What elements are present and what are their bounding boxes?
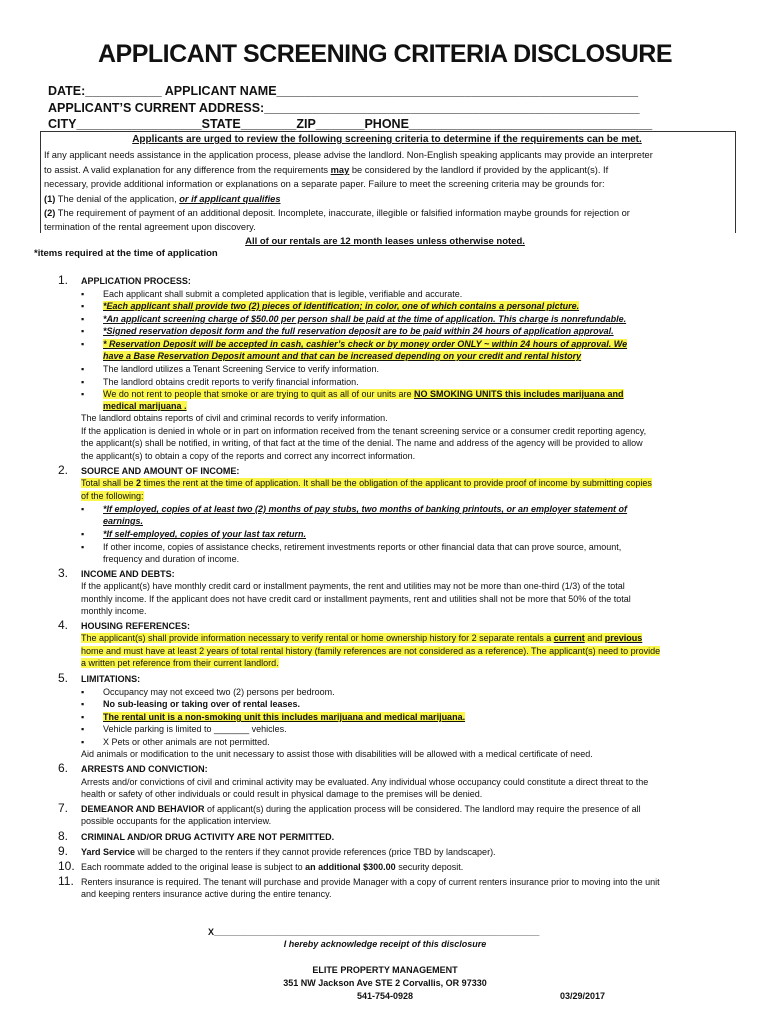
section-title: INCOME AND DEBTS: bbox=[81, 569, 175, 579]
paragraph-line: Aid animals or modification to the unit necessary to assist those with disabilities will be allowed with a medical certificate of need. bbox=[81, 749, 593, 759]
bullet-icon: ▪ bbox=[81, 529, 85, 539]
text: NO SMOKING UNITS this includes marijuana and bbox=[414, 389, 624, 399]
text: have a Base Reservation Deposit amount and that can be increased depending on your credit and rental history bbox=[103, 351, 582, 361]
paragraph-line bbox=[81, 645, 660, 658]
section-number: 4. bbox=[58, 618, 69, 632]
paragraph-line: The landlord obtains reports of civil and criminal records to verify information. bbox=[81, 413, 388, 423]
bullet-icon: ▪ bbox=[81, 542, 85, 552]
text: The requirement of payment of an additional deposit. Incomplete, inaccurate, illegible or falsified information maybe grounds for rejection or bbox=[55, 208, 630, 218]
notice-paragraph-line bbox=[44, 163, 608, 178]
company-phone: 541-754-0928 bbox=[356, 991, 414, 1001]
paragraph-line: monthly income. bbox=[81, 606, 147, 616]
section-title: LIMITATIONS: bbox=[81, 674, 141, 684]
city-state-zip-phone-line[interactable]: CITY__________________STATE________ZIP_______PHONE___________________________________ bbox=[48, 117, 653, 131]
list-item bbox=[81, 503, 627, 516]
text: Each applicant shall submit a completed application that is legible, verifiable and accurate. bbox=[103, 289, 463, 299]
list-item-cont bbox=[103, 350, 581, 363]
text: Occupancy may not exceed two (2) persons per bedroom. bbox=[103, 687, 335, 697]
list-item-cont bbox=[103, 515, 143, 528]
bullet-icon: ▪ bbox=[81, 314, 85, 324]
text: current bbox=[553, 633, 585, 643]
paragraph-line bbox=[81, 477, 652, 490]
text: a written pet reference from their current landlord. bbox=[81, 658, 279, 668]
text: to assist. A valid explanation for any difference from the requirements bbox=[44, 165, 331, 175]
text: home and must have at least 2 years of total rental history (family references are not considered as a reference). The applicant(s) need to provide bbox=[81, 646, 661, 656]
page-title: APPLICANT SCREENING CRITERIA DISCLOSURE bbox=[97, 40, 673, 68]
text: Total shall be bbox=[81, 478, 137, 488]
document-date: 03/29/2017 bbox=[560, 991, 606, 1001]
required-note: *items required at the time of application bbox=[34, 248, 218, 259]
text: will be charged to the renters if they cannot provide references (price TBD by landscaper). bbox=[135, 847, 496, 857]
section-number: 5. bbox=[58, 671, 69, 685]
list-item bbox=[81, 698, 300, 711]
acknowledgement-text: I hereby acknowledge receipt of this disclosure bbox=[283, 939, 487, 949]
paragraph-line: health or safety of other individuals or could result in physical damage to the premises will be denied. bbox=[81, 789, 483, 799]
list-item bbox=[81, 376, 359, 389]
paragraph-line: the applicant(s) to obtain a copy of the reports and correct any incorrect information. bbox=[81, 451, 416, 461]
list-item bbox=[81, 686, 335, 699]
text: (1) bbox=[44, 194, 56, 204]
list-item bbox=[81, 300, 579, 313]
list-item bbox=[81, 313, 626, 326]
text: *If self-employed, copies of your last tax return. bbox=[103, 529, 307, 539]
may-emphasis: may bbox=[330, 165, 350, 175]
paragraph-line bbox=[81, 632, 642, 645]
paragraph-line bbox=[81, 490, 144, 503]
bullet-icon: ▪ bbox=[81, 724, 85, 734]
text: times the rent at the time of application. It shall be the obligation of the applicant to provide proof of income by submitting copies bbox=[141, 478, 652, 488]
bullet-icon: ▪ bbox=[81, 364, 85, 374]
grounds-item-1 bbox=[44, 192, 281, 207]
text: or if applicant qualifies bbox=[179, 194, 281, 204]
text: an additional $300.00 bbox=[305, 862, 396, 872]
text: If other income, copies of assistance checks, retirement investments reports or other financial data that can prove source, amount, bbox=[103, 542, 622, 552]
section-number: 10. bbox=[58, 859, 75, 873]
bullet-icon: ▪ bbox=[81, 289, 85, 299]
text: Vehicle parking is limited to _______ vehicles. bbox=[103, 724, 287, 734]
section-title: DEMEANOR AND BEHAVIOR bbox=[81, 804, 205, 814]
bullet-icon: ▪ bbox=[81, 326, 85, 336]
text: be considered by the landlord if provided by the applicant(s). If bbox=[349, 165, 609, 175]
section-title: ARRESTS AND CONVICTION: bbox=[81, 764, 208, 774]
grounds-item-2 bbox=[44, 206, 630, 221]
list-item bbox=[81, 325, 614, 338]
text: X Pets or other animals are not permitted. bbox=[103, 737, 270, 747]
paragraph-line bbox=[81, 657, 279, 670]
list-item bbox=[81, 711, 465, 724]
paragraph-line: possible occupants for the application interview. bbox=[81, 816, 272, 826]
text: No sub-leasing or taking over of rental leases. bbox=[103, 699, 301, 709]
company-address: 351 NW Jackson Ave STE 2 Corvallis, OR 97330 bbox=[283, 978, 487, 988]
list-item-cont: frequency and duration of income. bbox=[103, 554, 240, 564]
list-item bbox=[81, 723, 287, 736]
paragraph-line: and keeping renters insurance active during the entire tenancy. bbox=[81, 889, 332, 899]
text: *An applicant screening charge of $50.00 per person shall be paid at the time of application. This charge is nonrefundable. bbox=[103, 314, 627, 324]
lease-note: All of our rentals are 12 month leases unless otherwise noted. bbox=[245, 236, 525, 247]
text: The denial of the application, bbox=[55, 194, 180, 204]
bullet-icon: ▪ bbox=[81, 687, 85, 697]
paragraph-line bbox=[81, 861, 463, 874]
list-item bbox=[81, 388, 624, 401]
list-item bbox=[81, 736, 270, 749]
paragraph-line bbox=[81, 803, 641, 816]
grounds-item-2-cont: termination of the rental agreement upon discovery. bbox=[44, 222, 256, 232]
section-number: 2. bbox=[58, 463, 69, 477]
text: The landlord obtains credit reports to verify financial information. bbox=[103, 377, 359, 387]
section-number: 11. bbox=[58, 874, 74, 888]
notice-paragraph-line: If any applicant needs assistance in the application process, please advise the landlord. Non-English speaking applicants may provide an interpreter bbox=[44, 150, 653, 160]
date-name-line[interactable]: DATE:___________ APPLICANT NAME____________________________________________________ bbox=[48, 84, 639, 98]
bullet-icon: ▪ bbox=[81, 389, 85, 399]
text: medical marijuana . bbox=[103, 401, 187, 411]
text: earnings. bbox=[103, 516, 144, 526]
text: * Reservation Deposit will be accepted in cash, cashier’s check or by money order ONLY ~ within 24 hours of approval. We bbox=[103, 339, 628, 349]
bullet-icon: ▪ bbox=[81, 699, 85, 709]
section-title: Yard Service bbox=[81, 847, 136, 857]
section-number: 1. bbox=[58, 273, 69, 287]
text: *Each applicant shall provide two (2) pieces of identification; in color, one of which contains a personal picture. bbox=[103, 301, 580, 311]
text: (2) bbox=[44, 208, 56, 218]
list-item bbox=[81, 541, 621, 554]
company-name: ELITE PROPERTY MANAGEMENT bbox=[312, 965, 458, 975]
text: Each roommate added to the original lease is subject to bbox=[81, 862, 306, 872]
section-title: SOURCE AND AMOUNT OF INCOME: bbox=[81, 466, 240, 476]
text: *Signed reservation deposit form and the full reservation deposit are to be paid within 24 hours of application approval. bbox=[103, 326, 614, 336]
bullet-icon: ▪ bbox=[81, 737, 85, 747]
text: The applicant(s) shall provide information necessary to verify rental or home ownership history for 2 separate rentals a bbox=[81, 633, 554, 643]
text: We do not rent to people that smoke or are trying to quit as all of our units are bbox=[103, 389, 415, 399]
bullet-icon: ▪ bbox=[81, 301, 85, 311]
list-item-cont bbox=[103, 400, 187, 413]
section-number: 7. bbox=[58, 801, 69, 815]
text: 2 bbox=[136, 478, 142, 488]
paragraph-line: the applicant(s) shall be notified, in writing, of that fact at the time of the denial. The name and address of the agency will be provided to allow bbox=[81, 438, 643, 448]
text: of applicant(s) during the application process will be considered. The landlord may require the presence of all bbox=[204, 804, 641, 814]
text: The rental unit is a non-smoking unit this includes marijuana and medical marijuana. bbox=[103, 712, 466, 722]
section-number: 3. bbox=[58, 566, 69, 580]
section-number: 8. bbox=[58, 829, 69, 843]
paragraph-line bbox=[81, 846, 496, 859]
paragraph-line: Arrests and/or convictions of civil and criminal activity may be evaluated. Any individual whose occupancy could constitute a direct threat to the bbox=[81, 777, 649, 787]
list-item bbox=[81, 288, 462, 301]
text: and bbox=[584, 633, 605, 643]
bullet-icon: ▪ bbox=[81, 712, 85, 722]
list-item bbox=[81, 528, 306, 541]
text: The landlord utilizes a Tenant Screening Service to verify information. bbox=[103, 364, 379, 374]
text: security deposit. bbox=[395, 862, 464, 872]
paragraph-line: If the application is denied in whole or in part on information received from the tenant screening service or a consumer credit reporting agency, bbox=[81, 426, 647, 436]
text: *If employed, copies of at least two (2) months of pay stubs, two months of banking printouts, or an employer statement of bbox=[103, 504, 628, 514]
signature-line[interactable]: X_________________________________________________________________ bbox=[208, 927, 540, 937]
section-title: HOUSING REFERENCES: bbox=[81, 621, 191, 631]
bullet-icon: ▪ bbox=[81, 377, 85, 387]
paragraph-line: monthly income. If the applicant does not have credit card or installment payments, rent and utilities shall not be more that 50% of the total bbox=[81, 594, 631, 604]
section-number: 9. bbox=[58, 844, 69, 858]
paragraph-line: If the applicant(s) have monthly credit card or installment payments, the rent and utilities may not be more than one-third (1/3) of the total bbox=[81, 581, 625, 591]
bullet-icon: ▪ bbox=[81, 504, 85, 514]
section-number: 6. bbox=[58, 761, 69, 775]
list-item bbox=[81, 338, 627, 351]
paragraph-line: Renters insurance is required. The tenant will purchase and provide Manager with a copy of current renters insurance prior to moving into the unit bbox=[81, 877, 660, 887]
notice-paragraph-line: necessary, provide additional information or explanations on a separate paper. Failure to meet the screening criteria may be grounds for: bbox=[44, 179, 605, 189]
section-title: CRIMINAL AND/OR DRUG ACTIVITY ARE NOT PERMITTED. bbox=[81, 832, 335, 842]
text: previous bbox=[604, 633, 643, 643]
text: of the following: bbox=[81, 491, 144, 501]
list-item bbox=[81, 363, 379, 376]
section-title: APPLICATION PROCESS: bbox=[81, 276, 191, 286]
bullet-icon: ▪ bbox=[81, 339, 85, 349]
notice-heading: Applicants are urged to review the following screening criteria to determine if the requirements can be met. bbox=[132, 134, 642, 145]
address-line[interactable]: APPLICANT’S CURRENT ADDRESS:______________________________________________________ bbox=[48, 101, 640, 115]
